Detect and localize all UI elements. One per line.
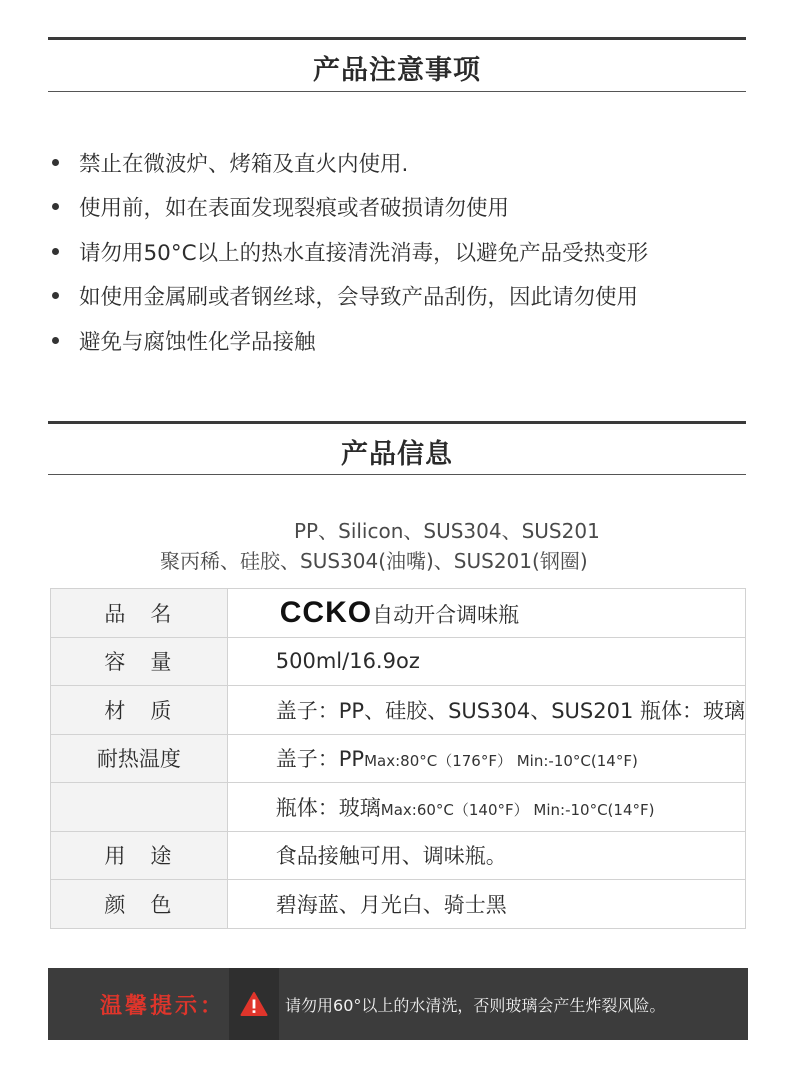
warning-banner — [48, 968, 748, 1040]
brand-logo-text: CCKO — [279, 595, 373, 629]
product-name: 自动开合调味瓶 — [372, 602, 520, 627]
temp-label: 耐热温度 — [51, 734, 228, 783]
color-label: 颜 色 — [51, 880, 228, 929]
notice-item-text: 请勿用50°C以上的热水直接清洗消毒，以避免产品受热变形 — [79, 240, 649, 266]
table-row — [51, 734, 746, 783]
notice-item — [52, 140, 752, 185]
bullet-icon — [52, 337, 59, 344]
use-label: 用 途 — [51, 831, 228, 880]
notice-item-text: 如使用金属刷或者钢丝球，会导致产品刮伤，因此请勿使用 — [79, 285, 639, 311]
bullet-icon — [52, 292, 59, 299]
info-title-bottom-rule — [48, 474, 746, 475]
notice-item-text: 禁止在微波炉、烤箱及直火内使用. — [79, 151, 409, 177]
notice-item — [52, 185, 752, 230]
bullet-icon — [52, 203, 59, 210]
color-value: 碧海蓝、月光白、骑士黑 — [227, 880, 745, 929]
capacity-value: 500ml/16.9oz — [227, 637, 745, 686]
name-label: 品 名 — [51, 589, 228, 638]
temp-bottle-cell — [227, 783, 745, 832]
notice-item — [52, 274, 752, 319]
material-line-english: PP、Silicon、SUS304、SUS201 — [294, 519, 600, 543]
table-row — [51, 831, 746, 880]
empty-label-cell — [51, 783, 228, 832]
notice-item — [52, 229, 752, 274]
warning-triangle-icon — [229, 968, 279, 1040]
table-row — [51, 686, 746, 735]
table-row — [51, 589, 746, 638]
notice-title-bottom-rule — [48, 91, 746, 92]
material-line-chinese: 聚丙稀、硅胶、SUS304(油嘴)、SUS201(钢圈) — [160, 549, 588, 573]
info-section-title: 产品信息 — [341, 439, 453, 470]
temp-lid-cell — [227, 734, 745, 783]
use-value: 食品接触可用、调味瓶。 — [227, 831, 745, 880]
material-label: 材 质 — [51, 686, 228, 735]
notice-item — [52, 318, 752, 363]
product-name-cell — [227, 589, 745, 638]
notice-title-top-rule — [48, 37, 746, 40]
info-title-top-rule — [48, 421, 746, 424]
bullet-icon — [52, 248, 59, 255]
warning-title: 温馨提示： — [100, 993, 226, 1019]
warning-text: 请勿用60°以上的水清洗，否则玻璃会产生炸裂风险。 — [285, 995, 666, 1015]
temp-bottle-range: Max:60°C（140°F） Min:-10°C(14°F) — [380, 800, 655, 819]
notice-item-text: 使用前，如在表面发现裂痕或者破损请勿使用 — [79, 196, 510, 222]
capacity-label: 容 量 — [51, 637, 228, 686]
bullet-icon — [52, 159, 59, 166]
notice-list — [52, 140, 752, 363]
table-row — [51, 637, 746, 686]
temp-bottle-prefix: 瓶体：玻璃 — [275, 795, 381, 820]
material-value: 盖子：PP、硅胶、SUS304、SUS201 瓶体：玻璃 — [227, 686, 745, 735]
temp-lid-prefix: 盖子：PP — [275, 747, 365, 772]
table-row — [51, 880, 746, 929]
table-row — [51, 783, 746, 832]
temp-lid-range: Max:80°C（176°F） Min:-10°C(14°F) — [364, 752, 638, 771]
notice-item-text: 避免与腐蚀性化学品接触 — [79, 329, 316, 355]
spec-table — [50, 588, 746, 929]
notice-section-title: 产品注意事项 — [313, 55, 481, 86]
